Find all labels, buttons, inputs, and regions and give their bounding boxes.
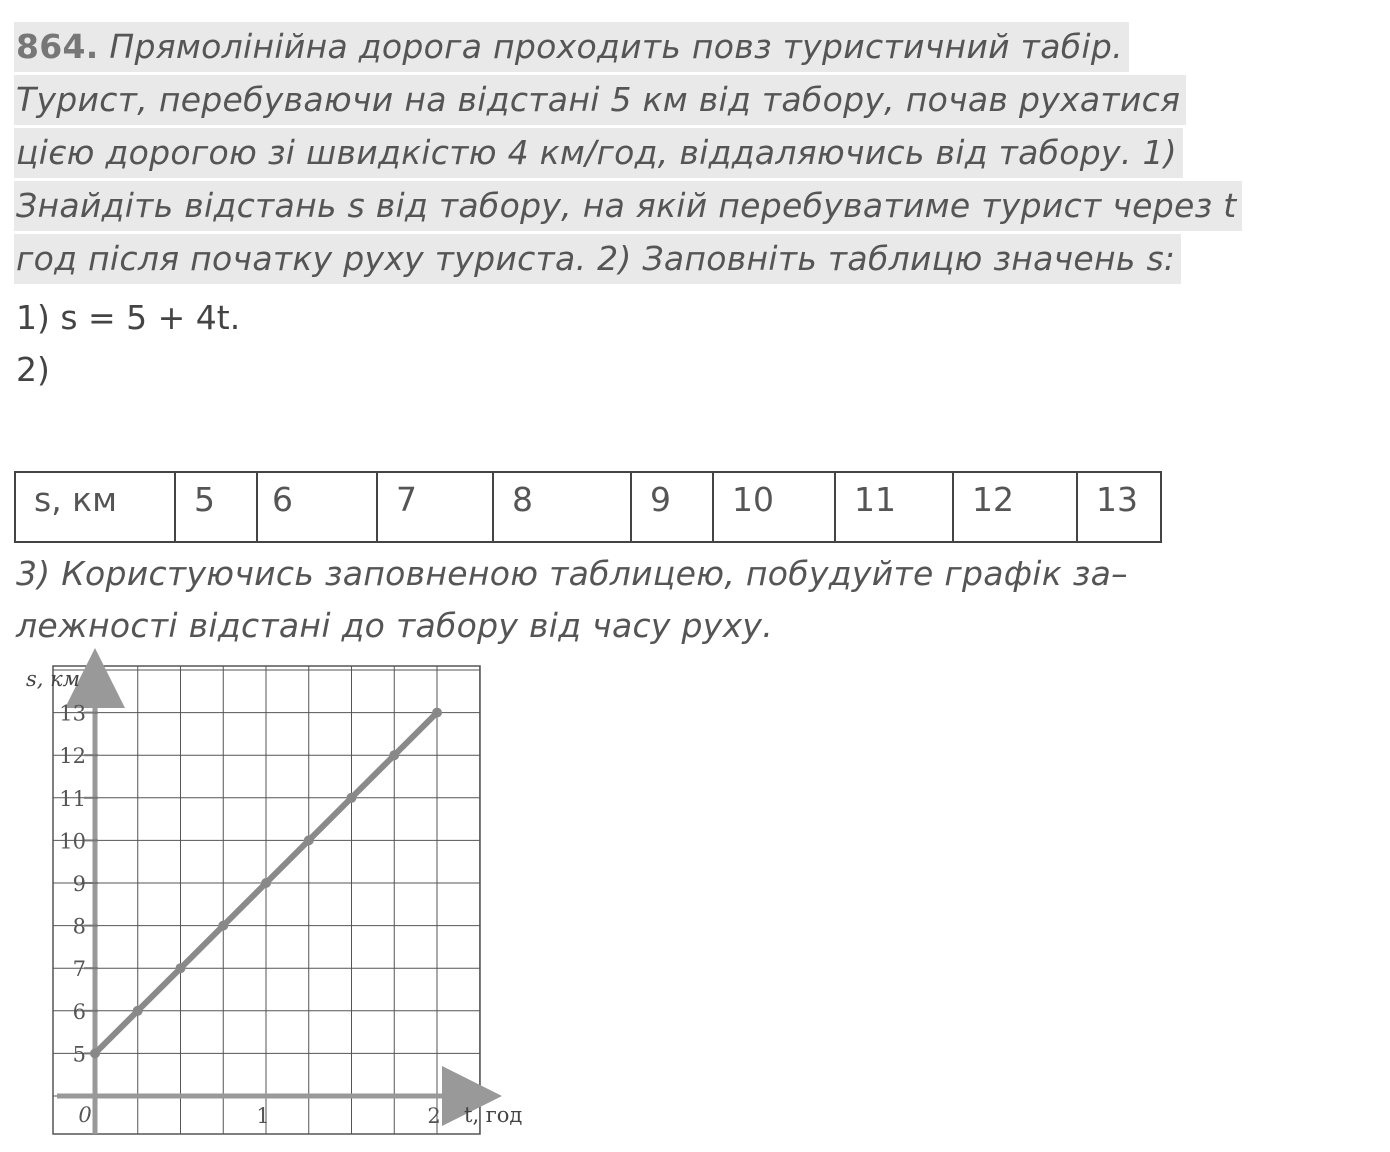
table-cell: 9 bbox=[631, 472, 713, 542]
table-cell: 7 bbox=[377, 472, 493, 542]
x-tick-label: 2 bbox=[427, 1104, 441, 1128]
x-axis-label: t, год bbox=[464, 1103, 523, 1127]
answer-part-1: 1) s = 5 + 4t. bbox=[16, 298, 241, 337]
data-point bbox=[432, 708, 442, 718]
table-cell: 12 bbox=[953, 472, 1077, 542]
y-axis-label: s, км bbox=[26, 667, 81, 691]
table-cell: 13 bbox=[1077, 472, 1161, 542]
y-tick-label: 9 bbox=[72, 872, 86, 896]
distance-time-graph bbox=[0, 640, 560, 1140]
y-tick-label: 12 bbox=[59, 744, 86, 769]
task-3-line-1: 3) Користуючись заповненою таблицею, побудуйте графік за– bbox=[16, 554, 1128, 593]
table-cell: 6 bbox=[257, 472, 377, 542]
origin-label: 0 bbox=[78, 1103, 92, 1127]
y-tick-label: 8 bbox=[72, 914, 86, 939]
labels bbox=[26, 667, 522, 1128]
problem-number: 864. bbox=[16, 27, 99, 66]
answer-part-2-label: 2) bbox=[16, 350, 50, 389]
data-point bbox=[304, 835, 314, 845]
table-header-cell: s, км bbox=[15, 472, 175, 542]
y-tick-label: 5 bbox=[72, 1042, 86, 1067]
data-point bbox=[90, 1048, 100, 1058]
table-cell: 11 bbox=[835, 472, 953, 542]
data-point bbox=[218, 921, 228, 931]
task-3 bbox=[16, 548, 1128, 652]
y-tick-label: 7 bbox=[72, 957, 86, 982]
problem-line-2: Турист, перебуваючи на відстані 5 км від табору, почав рухатися bbox=[14, 75, 1186, 125]
data-point bbox=[176, 963, 186, 973]
table-cell: 10 bbox=[713, 472, 835, 542]
axes bbox=[57, 678, 472, 1134]
problem-line-4: Знайдіть відстань s від табору, на якій перебуватиме турист через t bbox=[14, 181, 1242, 231]
data-point bbox=[261, 878, 271, 888]
values-table bbox=[14, 471, 1162, 543]
problem-line-5: год після початку руху туриста. 2) Заповніть таблицю значень s: bbox=[14, 234, 1181, 284]
table-row bbox=[15, 472, 1161, 542]
data-point bbox=[133, 1006, 143, 1016]
y-tick-label: 13 bbox=[59, 701, 86, 726]
problem-line-3: цією дорогою зі швидкістю 4 км/год, віддаляючись від табору. 1) bbox=[14, 128, 1183, 178]
y-tick-label: 10 bbox=[59, 829, 86, 854]
problem-statement bbox=[14, 22, 1384, 287]
y-tick-label: 11 bbox=[59, 786, 86, 811]
x-tick-label: 1 bbox=[256, 1104, 270, 1128]
table-cell: 5 bbox=[175, 472, 257, 542]
task-3-line-2: лежності відстані до табору від часу руху. bbox=[16, 606, 774, 645]
table-cell: 8 bbox=[493, 472, 631, 542]
problem-line-1: 864. Прямолінійна дорога проходить повз туристичний табір. bbox=[14, 22, 1129, 72]
data-point bbox=[389, 750, 399, 760]
y-tick-label: 6 bbox=[72, 999, 86, 1024]
data-point bbox=[347, 793, 357, 803]
